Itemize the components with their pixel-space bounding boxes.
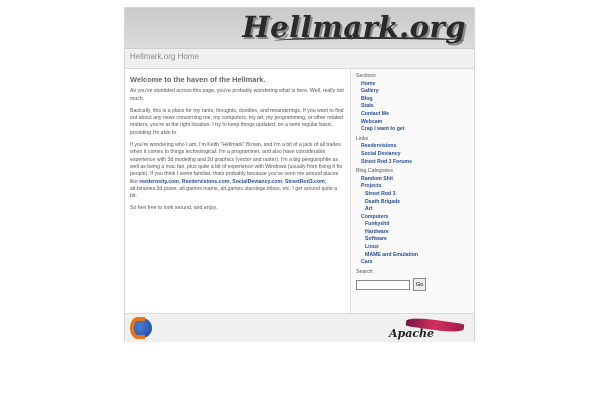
sections-heading: Sections [356,73,376,79]
section-contact[interactable]: Contact Me [361,110,389,117]
section-stats[interactable]: Stats [361,103,374,110]
firefox-logo-icon[interactable] [132,318,152,338]
main-content [125,69,351,313]
category-item[interactable]: Death Brigade [365,198,401,205]
category-item[interactable]: Computers [361,213,389,220]
search-form [356,278,470,291]
links-list [356,143,470,166]
link-reedervisions[interactable]: Reedervisions.com [181,178,230,185]
apache-wordmark: Apache [389,327,435,340]
sidebar-link-sr3-forums[interactable]: Street Rod 3 Forums [361,158,413,165]
categories-list [356,176,470,267]
section-gallery[interactable]: Gallery [361,88,379,95]
category-item[interactable]: Funkyshit [365,221,390,228]
site-banner[interactable] [125,8,474,49]
category-item[interactable]: Random Shit [361,175,393,182]
category-item[interactable]: Street Rod 3 [365,190,396,197]
bio-text-end: , alt.binaries.3d.poser, alt.games.mame, alt.games.starsiege.tribes, etc. I get around quite a bit. [130,178,338,200]
footer [125,313,474,342]
category-item[interactable]: Art [365,206,373,213]
home-link[interactable]: Hellmark.org Home [130,52,199,61]
link-reederosity[interactable]: reederosity.com [139,178,179,185]
search-button[interactable]: Go [413,278,426,291]
sidebar-link-reedervisions[interactable]: Reedervisions [361,143,397,150]
bio-paragraph: If you're wondering who I am, I'm Keith "Hellmark" Brown, and I'm a bit of a jack of all trades when it comes to things technological. I'm a programmer, and also have considerable experience with 3d modeling and 2d graphics (vector and raster). I'm a big penguinphile as well as being a mac fan, plus quite a bit of experience with Windows (usually from fixing it for people). If you think I seem familiar, thats probably because you've seen me around places like reederosity.com, Reedervisions.com, SocialDeviancy.com, StreetRod3.com, alt.binaries.3d.poser, alt.games.mame, alt.games.starsiege.tribes, etc. I get around quite a bit. [130,142,343,200]
site-logo[interactable]: Hellmark.org [242,10,466,44]
logo-swoosh [274,37,464,45]
link-streetrod3[interactable]: StreetRod3.com [284,178,325,185]
category-item[interactable]: Linux [365,244,379,251]
section-wishlist[interactable]: Crap I want to get [361,126,405,133]
sidebar [352,69,474,313]
section-home[interactable]: Home [361,80,376,87]
section-webcam[interactable]: Webcam [361,118,383,125]
bio-text: If you're wondering who I am, I'm Keith "Hellmark" Brown, and I'm a bit of a jack of all trades when it comes to things technological. I'm a programmer, and also have considerable experience with 3d modeling and 2d graphics (vector and raster). I'm a big penguinphile as well as being a mac fan, plus quite a bit of experience with Windows (usually from fixing it for people). If you think I seem familiar, thats probably because you've seen me around places like [130,142,343,185]
category-item[interactable]: Projects [361,183,382,190]
category-item[interactable]: Cars [361,259,373,266]
closing-paragraph: So feel free to look around, and enjoy. [130,205,218,212]
nav-bar [125,49,474,69]
intro-paragraph: As you've stumbled across this page, you're probably wondering what is here. Well, really not much. [130,88,344,102]
category-item[interactable]: Software [365,236,387,243]
category-item[interactable]: MAME and Emulation [365,251,419,258]
section-blog[interactable]: Blog [361,95,373,102]
apache-logo[interactable] [384,317,468,341]
search-input[interactable] [356,280,410,290]
category-item[interactable]: Hardware [365,228,389,235]
categories-heading: Blog Categories [356,168,393,175]
page-container [124,7,475,342]
sidebar-link-socialdeviancy[interactable]: Social Deviancy [361,150,401,157]
page-title: Welcome to the haven of the Hellmark. [130,75,266,84]
link-socialdeviancy[interactable]: SocialDeviancy.com [232,178,283,185]
search-label: Search: [356,268,374,275]
about-paragraph: Basically, this is a place for my rants, thoughts, doodles, and meanderings. If you want to find out about any news concerning me, my computers, my art, my programming, or other related matters, you're at the right location. I try to keep things updated, on a semi regular basic, providing I'm able to. [130,107,344,136]
links-heading: Links [356,135,369,142]
sections-list [356,81,470,134]
